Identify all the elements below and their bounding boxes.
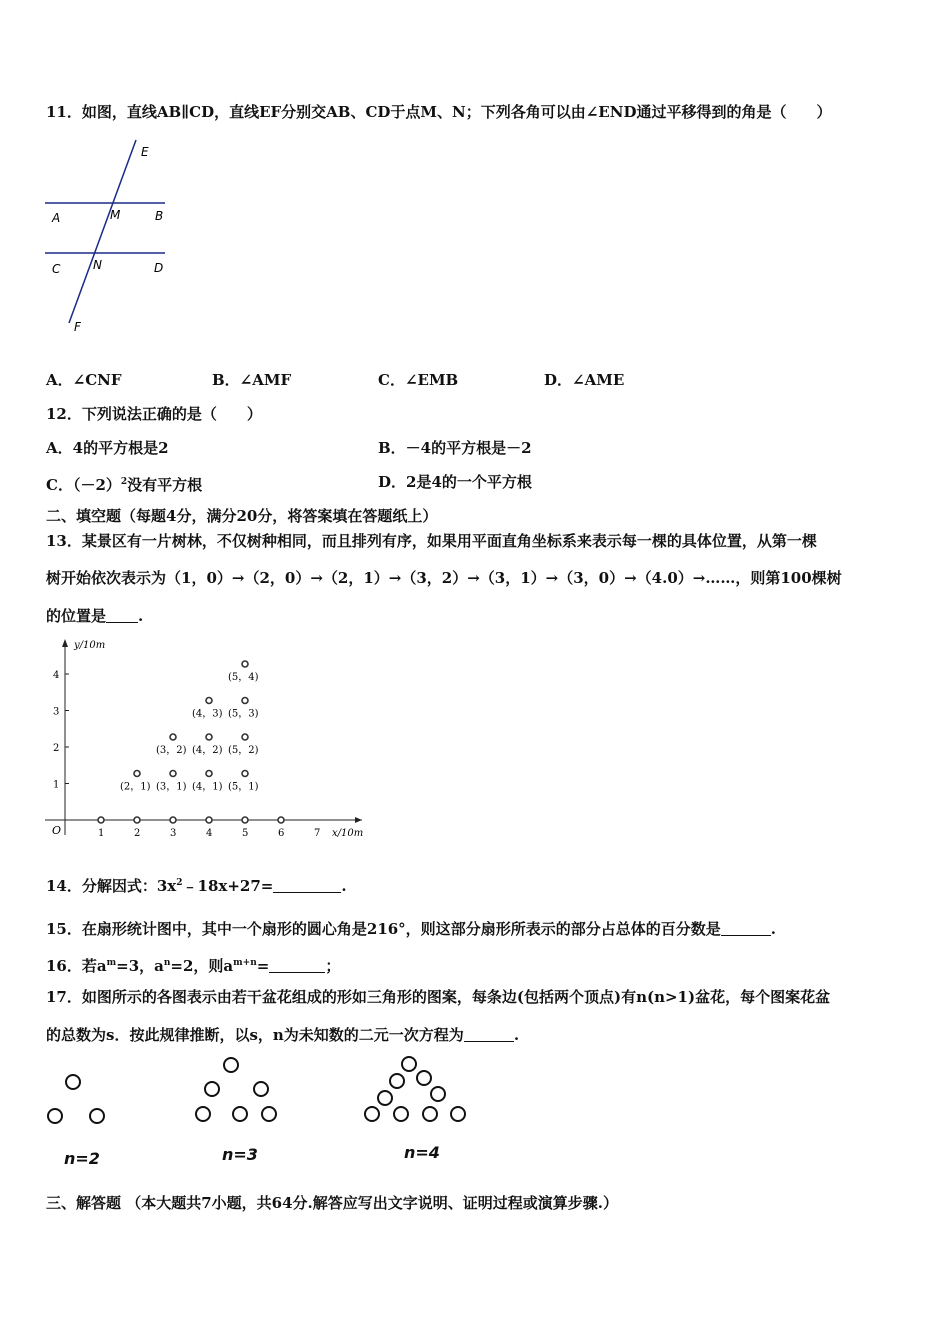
x-axis-label: x/10m [332, 828, 364, 839]
flower-pot [233, 1107, 247, 1121]
x-tick-label: 7 [314, 828, 321, 839]
q17-line-2: 的总数为s．按此规律推断，以s，n为未知数的二元一次方程为 . [46, 1026, 520, 1044]
q13-line-3: 的位置是 . [46, 607, 144, 625]
label-b: B [155, 209, 164, 223]
flower-pot [224, 1058, 238, 1072]
flower-pot [431, 1087, 445, 1101]
tree-point [170, 817, 176, 823]
q17-answer-blank [464, 1027, 514, 1042]
tree-point-label: (3，1) [156, 781, 187, 793]
label-e: E [141, 145, 149, 159]
flower-pot [402, 1057, 416, 1071]
x-tick-label: 6 [278, 828, 285, 839]
label-d: D [154, 261, 164, 275]
tree-point [242, 734, 248, 740]
flower-pot [451, 1107, 465, 1121]
q12-option-a: A．4的平方根是2 [46, 439, 169, 457]
tree-point [134, 771, 140, 777]
tree-point-label: (3，2) [156, 745, 187, 756]
flower-pot [48, 1109, 62, 1123]
q16-text: 16．若$a^m=3$，$a^n=2$，则$a^{m+n}=$ ； [46, 957, 341, 975]
tree-point [206, 734, 212, 740]
origin-label: O [52, 824, 62, 837]
tree-point [242, 661, 248, 667]
tree-point-label: (4，3) [192, 708, 223, 720]
tree-point-label: (4，2) [192, 745, 223, 756]
section-2-heading: 二、填空题（每题4分，满分20分，将答案填在答题纸上） [46, 507, 438, 525]
tree-point-label: (5，2) [228, 745, 259, 756]
label-f: F [74, 320, 81, 334]
q11-option-a: A．∠CNF [46, 371, 122, 389]
tree-point [242, 698, 248, 704]
x-tick-label: 5 [242, 828, 249, 839]
tree-point-label: (4，1) [192, 781, 223, 793]
q13-line-2: 树开始依次表示为（1，0）→（2，0）→（2，1）→（3，2）→（3，1）→（3，0）→（4.0）→……，则第100棵树 [46, 569, 842, 587]
flower-pot [417, 1071, 431, 1085]
tree-point [98, 817, 104, 823]
q12-stem: 12．下列说法正确的是（ ） [46, 405, 262, 423]
x-tick-label: 4 [206, 828, 213, 839]
flower-pot [394, 1107, 408, 1121]
flower-pot [90, 1109, 104, 1123]
tree-point-label: (5，3) [228, 708, 259, 720]
y-axis-arrow [62, 639, 68, 647]
flower-pot [378, 1091, 392, 1105]
tree-point [170, 771, 176, 777]
label-n: N [93, 258, 102, 272]
tree-point [242, 817, 248, 823]
x-tick-label: 3 [170, 828, 177, 839]
q17-label-n4: n=4 [404, 1143, 440, 1162]
q12-option-c: C．$(-2)^2$没有平方根 [46, 476, 203, 494]
tree-point-label: (2，1) [120, 781, 151, 793]
tree-point-label: (5，4) [228, 672, 259, 683]
flower-pot [254, 1082, 268, 1096]
label-a: A [52, 211, 61, 225]
q16-answer-blank [269, 958, 325, 973]
q11-option-d: D．∠AME [544, 371, 625, 389]
q15-answer-blank [721, 921, 771, 936]
q14-text: 14．分解因式：$3x^2﹣18x+27=$ . [46, 877, 347, 895]
x-tick-label: 2 [134, 828, 141, 839]
tree-point [170, 734, 176, 740]
flower-pot [262, 1107, 276, 1121]
y-tick-label: 3 [53, 706, 60, 718]
label-c: C [52, 262, 61, 276]
label-m: M [110, 208, 121, 222]
q15-text: 15．在扇形统计图中，其中一个扇形的圆心角是216°，则这部分扇形所表示的部分占总体的百分数是 . [46, 920, 776, 938]
tree-point-label: (5，1) [228, 781, 259, 793]
q11-option-b: B．∠AMF [212, 371, 292, 389]
q17-label-n2: n=2 [64, 1149, 100, 1168]
q13-line-1: 13．某景区有一片树林，不仅树种相同，而且排列有序，如果用平面直角坐标系来表示每一棵的具体位置，从第一棵 [46, 532, 817, 550]
flower-pot [365, 1107, 379, 1121]
q12-option-b: B．－4的平方根是－2 [378, 439, 532, 457]
q17-label-n3: n=3 [222, 1145, 258, 1164]
flower-pot [205, 1082, 219, 1096]
tree-point [206, 698, 212, 704]
tree-point [206, 771, 212, 777]
y-tick-label: 1 [53, 779, 60, 791]
q17-flower-pattern-figure [40, 1050, 490, 1130]
tree-point [134, 817, 140, 823]
q14-answer-blank [273, 878, 341, 893]
flower-pot [423, 1107, 437, 1121]
tree-point [278, 817, 284, 823]
q11-parallel-lines-figure [40, 135, 180, 335]
tree-point [206, 817, 212, 823]
q13-answer-blank [106, 608, 138, 623]
q11-option-c: C．∠EMB [378, 371, 459, 389]
x-tick-label: 1 [98, 828, 105, 839]
flower-pot [196, 1107, 210, 1121]
line-ef [69, 140, 136, 323]
y-axis-label: y/10m [74, 640, 106, 651]
q17-line-1: 17．如图所示的各图表示由若干盆花组成的形如三角形的图案，每条边(包括两个顶点)有n(n>1)盆花，每个图案花盆 [46, 988, 831, 1006]
q12-option-d: D．2是4的一个平方根 [378, 473, 532, 491]
x-axis-arrow [355, 817, 362, 823]
tree-point [242, 771, 248, 777]
flower-pot [66, 1075, 80, 1089]
q11-stem: 11．如图，直线AB∥CD，直线EF分别交AB、CD于点M、N；下列各角可以由∠END通过平移得到的角是（ ） [46, 103, 832, 121]
q13-coordinate-chart [40, 635, 370, 845]
y-tick-label: 2 [53, 743, 60, 754]
flower-pot [390, 1074, 404, 1088]
section-3-heading: 三、解答题 （本大题共7小题，共64分.解答应写出文字说明、证明过程或演算步骤.） [46, 1194, 618, 1212]
y-tick-label: 4 [53, 670, 60, 681]
